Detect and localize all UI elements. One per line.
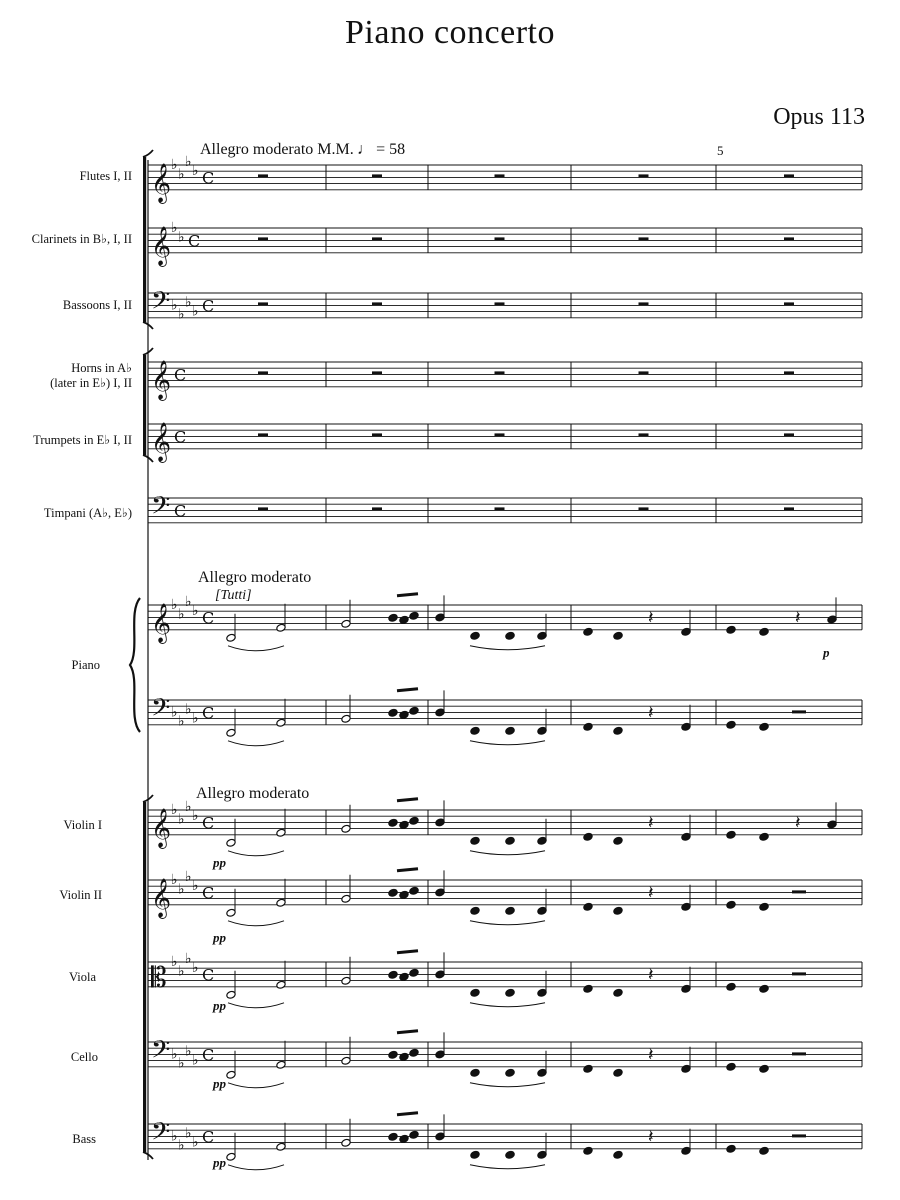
whole-rest [495, 237, 505, 240]
slur [228, 646, 284, 651]
key-flat-icon: ♭ [171, 802, 178, 818]
tempo-marking-strings: Allegro moderato [196, 785, 310, 802]
staff-timpani [148, 498, 862, 523]
notehead [409, 611, 419, 620]
slur [228, 851, 284, 856]
key-flat-icon: ♭ [171, 220, 178, 236]
whole-rest [784, 507, 794, 510]
staff-violin1 [148, 810, 862, 835]
whole-rest [639, 237, 649, 240]
notehead [505, 726, 515, 735]
key-flat-icon: ♭ [178, 1055, 185, 1072]
key-flat-icon: ♭ [178, 811, 185, 828]
time-signature: C [202, 813, 215, 833]
staff-piano-lh [148, 700, 862, 725]
whole-rest [639, 507, 649, 510]
key-flat-icon: ♭ [192, 1052, 199, 1069]
notehead [388, 970, 398, 979]
key-flat-icon: ♭ [185, 868, 192, 885]
notehead [759, 1064, 769, 1073]
dynamic-violin2-pp: pp [213, 930, 226, 945]
beam [397, 869, 418, 871]
key-flat-icon: ♭ [192, 163, 199, 180]
tutti-marking: [Tutti] [215, 588, 252, 603]
notehead [583, 627, 593, 636]
staff-viola [148, 962, 862, 987]
notehead [388, 818, 398, 827]
slur [470, 741, 545, 745]
slur [470, 646, 545, 650]
piano-brace [130, 598, 140, 732]
key-flat-icon: ♭ [192, 603, 199, 620]
clef-treble-icon: 𝄞 [151, 807, 172, 848]
quarter-rest-icon: 𝄽 [795, 607, 801, 629]
slur [228, 1003, 284, 1008]
whole-rest [495, 371, 505, 374]
time-signature: C [202, 1127, 215, 1147]
notehead [583, 902, 593, 911]
time-signature: C [202, 965, 215, 985]
dynamic-violin1-pp: pp [213, 855, 226, 870]
staff-cello [148, 1042, 862, 1067]
page-title: Piano concerto [345, 14, 555, 51]
notehead [759, 627, 769, 636]
clef-bass-icon: 𝄢 [151, 1035, 171, 1071]
staff-bassoons [148, 293, 862, 318]
instrument-label-flutes: Flutes I, II [79, 169, 132, 183]
key-flat-icon: ♭ [185, 701, 192, 718]
notehead [409, 886, 419, 895]
slur [228, 921, 284, 926]
beam [397, 594, 418, 596]
dynamic-cello-pp: pp [213, 1076, 226, 1091]
slur [228, 741, 284, 746]
notehead [388, 888, 398, 897]
time-signature: C [202, 883, 215, 903]
clef-treble-icon: 𝄞 [151, 225, 172, 266]
time-signature: C [202, 703, 215, 723]
whole-rest [372, 507, 382, 510]
time-signature: C [174, 365, 187, 385]
tempo-marking-winds: Allegro moderato M.M. ♩ = 58 [200, 141, 406, 158]
whole-rest [258, 371, 268, 374]
half-rest [792, 1052, 806, 1055]
whole-rest [258, 507, 268, 510]
key-flat-icon: ♭ [171, 1128, 178, 1145]
notehead [759, 984, 769, 993]
slur [470, 921, 545, 925]
whole-rest [784, 302, 794, 305]
key-flat-icon: ♭ [192, 1134, 199, 1151]
whole-rest [784, 237, 794, 240]
key-flat-icon: ♭ [178, 166, 185, 183]
whole-rest [258, 174, 268, 177]
time-signature: C [188, 231, 201, 251]
notehead [505, 631, 515, 640]
notehead [409, 816, 419, 825]
slur [470, 1003, 545, 1007]
quarter-rest-icon: 𝄽 [648, 882, 654, 904]
key-flat-icon: ♭ [178, 713, 185, 730]
notehead [409, 968, 419, 977]
notehead [409, 706, 419, 715]
opus-number: Opus 113 [773, 104, 865, 130]
staff-bass [148, 1124, 862, 1149]
notehead [726, 1062, 736, 1071]
notehead [613, 726, 623, 735]
instrument-label-cello: Cello [70, 1050, 98, 1064]
quarter-rest-icon: 𝄽 [648, 1126, 654, 1148]
notehead [759, 1146, 769, 1155]
notehead [399, 1052, 409, 1061]
whole-rest [258, 433, 268, 436]
notehead [470, 988, 480, 997]
whole-rest [258, 237, 268, 240]
clef-treble-icon: 𝄞 [151, 421, 172, 462]
key-flat-icon: ♭ [185, 294, 192, 311]
notehead [470, 836, 480, 845]
time-signature: C [202, 1045, 215, 1065]
notehead [388, 613, 398, 622]
key-flat-icon: ♭ [192, 710, 199, 727]
notehead [399, 1134, 409, 1143]
staff-trumpets [148, 424, 862, 449]
clef-treble-icon: 𝄞 [151, 602, 172, 643]
staff-violin2 [148, 880, 862, 905]
notehead [759, 722, 769, 731]
staff-flutes [148, 165, 862, 190]
key-flat-icon: ♭ [171, 872, 178, 888]
notehead [726, 830, 736, 839]
time-signature: C [174, 501, 187, 521]
whole-rest [639, 174, 649, 177]
bracket-brass [143, 355, 146, 455]
key-flat-icon: ♭ [192, 878, 199, 895]
clef-bass-icon: 𝄢 [151, 693, 171, 729]
instrument-label-violin1: Violin I [63, 818, 102, 832]
quarter-rest-icon: 𝄽 [648, 607, 654, 629]
beam [397, 1113, 418, 1115]
clef-alto-icon: 𝄡 [151, 960, 167, 994]
quarter-rest-icon: 𝄽 [648, 964, 654, 986]
instrument-label-bass: Bass [72, 1132, 96, 1146]
notehead [613, 631, 623, 640]
notehead [726, 900, 736, 909]
notehead [583, 1146, 593, 1155]
clef-treble-icon: 𝄞 [151, 162, 172, 203]
notehead [399, 710, 409, 719]
notehead [470, 1150, 480, 1159]
whole-rest [372, 302, 382, 305]
slur [228, 1083, 284, 1088]
key-flat-icon: ♭ [171, 704, 178, 721]
whole-rest [495, 174, 505, 177]
notehead [613, 988, 623, 997]
whole-rest [639, 302, 649, 305]
notehead [505, 988, 515, 997]
notehead [399, 820, 409, 829]
whole-rest [784, 174, 794, 177]
notehead [388, 1050, 398, 1059]
time-signature: C [202, 296, 215, 316]
slur [470, 1165, 545, 1169]
horns-label-line2: (later in E♭) I, II [50, 376, 132, 390]
measure-number: 5 [717, 143, 724, 158]
whole-rest [784, 371, 794, 374]
notehead [583, 832, 593, 841]
notehead [388, 708, 398, 717]
key-flat-icon: ♭ [185, 593, 192, 610]
half-rest [792, 710, 806, 713]
whole-rest [372, 237, 382, 240]
notehead [505, 906, 515, 915]
key-flat-icon: ♭ [192, 808, 199, 825]
notehead [470, 631, 480, 640]
notehead [388, 1132, 398, 1141]
key-flat-icon: ♭ [185, 950, 192, 967]
notehead [613, 1068, 623, 1077]
notehead [583, 984, 593, 993]
key-flat-icon: ♭ [178, 606, 185, 623]
time-signature: C [174, 427, 187, 447]
whole-rest [372, 174, 382, 177]
half-rest [792, 972, 806, 975]
slur [470, 1083, 545, 1087]
clef-bass-icon: 𝄢 [151, 491, 171, 527]
notehead [409, 1130, 419, 1139]
whole-rest [258, 302, 268, 305]
key-flat-icon: ♭ [178, 963, 185, 980]
half-rest [792, 1134, 806, 1137]
notehead [505, 836, 515, 845]
notehead [759, 832, 769, 841]
notehead [399, 890, 409, 899]
notehead [399, 615, 409, 624]
bracket-woodwinds-top [143, 150, 153, 157]
whole-rest [639, 371, 649, 374]
notehead [505, 1150, 515, 1159]
whole-rest [639, 433, 649, 436]
key-flat-icon: ♭ [171, 597, 178, 613]
notehead [583, 1064, 593, 1073]
key-flat-icon: ♭ [192, 960, 199, 977]
instrument-label-bassoons: Bassoons I, II [62, 298, 132, 312]
notehead [726, 720, 736, 729]
key-flat-icon: ♭ [192, 303, 199, 320]
beam [397, 689, 418, 691]
quarter-rest-icon: 𝄽 [648, 812, 654, 834]
key-flat-icon: ♭ [185, 153, 192, 170]
whole-rest [372, 371, 382, 374]
key-flat-icon: ♭ [178, 881, 185, 898]
whole-rest [495, 302, 505, 305]
instrument-label-clarinets: Clarinets in B♭, I, II [31, 232, 132, 246]
quarter-rest-icon: 𝄽 [648, 1044, 654, 1066]
whole-rest [495, 433, 505, 436]
staff-horns [148, 362, 862, 387]
quarter-rest-icon: 𝄽 [795, 812, 801, 834]
notehead [470, 906, 480, 915]
staff-clarinets [148, 228, 862, 253]
slur [470, 851, 545, 855]
notehead [726, 1144, 736, 1153]
key-flat-icon: ♭ [178, 229, 185, 246]
notehead [726, 982, 736, 991]
key-flat-icon: ♭ [171, 157, 178, 173]
whole-rest [372, 433, 382, 436]
instrument-label-viola: Viola [68, 970, 96, 984]
staff-piano-rh [148, 605, 862, 630]
notehead [613, 1150, 623, 1159]
instrument-label-piano: Piano [71, 658, 100, 672]
notehead [613, 836, 623, 845]
clef-treble-icon: 𝄞 [151, 877, 172, 918]
slur [228, 1165, 284, 1170]
key-flat-icon: ♭ [185, 1125, 192, 1142]
beam [397, 1031, 418, 1033]
key-flat-icon: ♭ [178, 306, 185, 323]
instrument-label-trumpets: Trumpets in E♭ I, II [33, 433, 132, 447]
notehead [613, 906, 623, 915]
notehead [726, 625, 736, 634]
time-signature: C [202, 608, 215, 628]
bracket-strings [143, 802, 146, 1152]
notehead [759, 902, 769, 911]
dynamic-piano-p: p [823, 645, 830, 660]
clef-bass-icon: 𝄢 [151, 1117, 171, 1153]
key-flat-icon: ♭ [171, 1046, 178, 1063]
key-flat-icon: ♭ [185, 798, 192, 815]
tempo-marking-piano: Allegro moderato [198, 569, 312, 586]
instrument-label-violin2: Violin II [59, 888, 102, 902]
quarter-rest-icon: 𝄽 [648, 702, 654, 724]
notehead [409, 1048, 419, 1057]
instrument-label-timpani: Timpani (A♭, E♭) [43, 506, 132, 520]
notehead [470, 726, 480, 735]
bracket-woodwinds [143, 157, 146, 322]
whole-rest [784, 433, 794, 436]
dynamic-bass-pp: pp [213, 1155, 226, 1170]
horns-label-line1: Horns in A♭ [71, 361, 132, 375]
whole-rest [495, 507, 505, 510]
key-flat-icon: ♭ [185, 1043, 192, 1060]
clef-treble-icon: 𝄞 [151, 359, 172, 400]
dynamic-viola-pp: pp [213, 998, 226, 1013]
notehead [583, 722, 593, 731]
notehead [505, 1068, 515, 1077]
beam [397, 799, 418, 801]
key-flat-icon: ♭ [171, 954, 178, 970]
beam [397, 951, 418, 953]
clef-bass-icon: 𝄢 [151, 286, 171, 322]
half-rest [792, 890, 806, 893]
key-flat-icon: ♭ [178, 1137, 185, 1154]
notehead [470, 1068, 480, 1077]
key-flat-icon: ♭ [171, 297, 178, 314]
time-signature: C [202, 168, 215, 188]
notehead [399, 972, 409, 981]
